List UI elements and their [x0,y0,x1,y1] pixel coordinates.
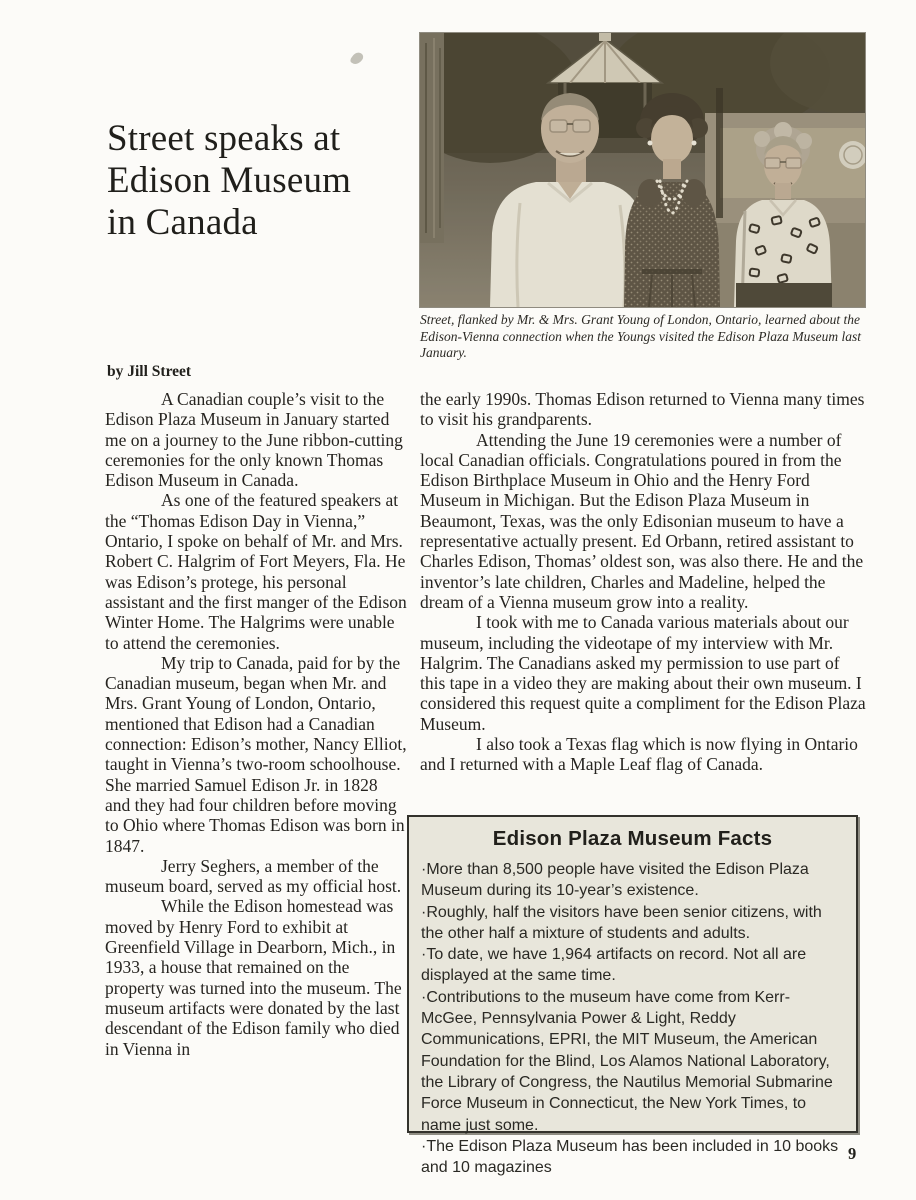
paragraph: I took with me to Canada various materials about our museum, including the videotape of my interview with Mr. Halgrim. The Canadians asked my permission to use part of this tape in a video they are making about their own museum. I considered this request quite a compliment for the Edison Plaza Museum. [420,612,866,734]
fact-item: ·To date, we have 1,964 artifacts on record. Not all are displayed at the same time. [421,946,807,985]
paragraph: the early 1990s. Thomas Edison returned to Vienna many times to visit his grandparents. [420,389,865,430]
facts-box [407,815,858,1177]
page-number: 9 [848,1144,857,1163]
fact-item: ·The Edison Plaza Museum has been included in 10 books and 10 magazines [421,1137,839,1177]
paragraph: I also took a Texas flag which is now flying in Ontario and I returned with a Maple Leaf flag of Canada. [420,734,858,775]
article-photo [420,33,865,307]
byline: by Jill Street [107,363,192,380]
paragraph: While the Edison homestead was moved by Henry Ford to exhibit at Greenfield Village in Dearborn, Mich., in 1933, a house that remained on the property was turned into the museum. The museum artifacts were donated by the last descendant of the Edison family who died in Vienna in [105,896,402,1059]
right-column [420,389,866,775]
paragraph: Attending the June 19 ceremonies were a number of local Canadian officials. Congratulations poured in from the Edison Birthplace Museum in Ohio and the Henry Ford Museum in Michigan. But the Edison Plaza Museum in Beaumont, Texas, was the only Edisonian museum to have a representative actually present. Ed Orbann, retired assistant to Charles Edison, Thomas’ oldest son, was also there. He and the inventor’s late children, Charles and Madeline, helped the dream of a Vienna museum grow into a reality. [420,429,864,612]
scan-speck [349,50,365,66]
fact-item: ·More than 8,500 people have visited the Edison Plaza Museum during its 10-year’s existence. [421,861,809,900]
headline-line-2: Edison Museum [107,160,352,201]
headline-line-3: in Canada [107,202,258,243]
paragraph: Jerry Seghers, a member of the museum board, served as my official host. [105,855,402,897]
left-column [105,389,407,1059]
paragraph: A Canadian couple’s visit to the Edison Plaza Museum in January started me on a journey to the June ribbon-cutting ceremonies for the only known Thomas Edison Museum in Canada. [105,389,403,491]
paragraph: As one of the featured speakers at the “Thomas Edison Day in Vienna,” Ontario, I spoke on behalf of Mr. and Mrs. Robert C. Halgrim of Fort Meyers, Fla. He was Edison’s protege, his personal assistant and the first manger of the Edison Winter Home. The Halgrims were unable to attend the ceremonies. [105,490,407,653]
paragraph: My trip to Canada, paid for by the Canadian museum, began when Mr. and Mrs. Grant Young of London, Ontario, mentioned that Edison had a Canadian connection: Edison’s mother, Nancy Elliot, taught in Vienna’s two-room schoolhouse. She married Samuel Edison Jr. in 1828 and they had four children before moving to Ohio where Thomas Edison was born in 1847. [105,652,407,856]
facts-box-title: Edison Plaza Museum Facts [492,827,773,850]
headline-line-1: Street speaks at [107,118,341,159]
photo-illustration [420,33,865,307]
article-headline [107,118,351,244]
fact-item: ·Roughly, half the visitors have been senior citizens, with the other half a mixture of students and adults. [421,903,822,942]
photo-caption: Street, flanked by Mr. & Mrs. Grant Young of London, Ontario, learned about the Edison-Vienna connection when the Youngs visited the Edison Plaza Museum last January. [420,312,861,360]
fact-item: ·Contributions to the museum have come from Kerr-McGee, Pennsylvania Power & Light, Reddy Communications, EPRI, the MIT Museum, the American Foundation for the Blind, Los Alamos National Laboratory, the Library of Congress, the Nautilus Memorial Submarine Force Museum in Connecticut, the New York Times, to name just some. [421,988,833,1134]
